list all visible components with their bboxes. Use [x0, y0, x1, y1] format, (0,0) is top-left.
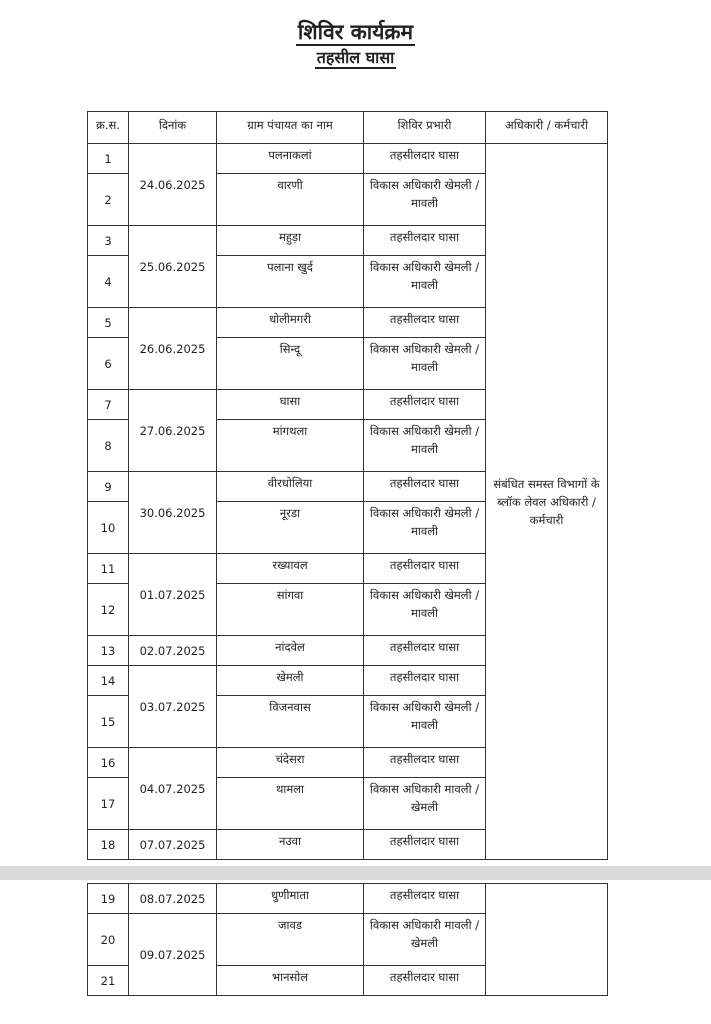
camp-schedule-table-continued: [87, 883, 608, 996]
date-cell: 27.06.2025: [129, 390, 217, 472]
header-officials: अधिकारी / कर्मचारी: [486, 112, 608, 144]
incharge-cell: तहसीलदार घासा: [364, 636, 486, 666]
serial-cell: 13: [88, 636, 129, 666]
serial-cell: 8: [88, 420, 129, 472]
date-cell: 01.07.2025: [129, 554, 217, 636]
serial-cell: 1: [88, 144, 129, 174]
incharge-cell: तहसीलदार घासा: [364, 472, 486, 502]
serial-cell: 17: [88, 778, 129, 830]
table-header-row: [88, 112, 608, 144]
date-cell: 09.07.2025: [129, 914, 217, 996]
header-incharge: शिविर प्रभारी: [364, 112, 486, 144]
village-cell: सांगवा: [217, 584, 364, 636]
village-cell: खेमली: [217, 666, 364, 696]
date-cell: 24.06.2025: [129, 144, 217, 226]
incharge-cell: तहसीलदार घासा: [364, 390, 486, 420]
incharge-cell: तहसीलदार घासा: [364, 830, 486, 860]
village-cell: वीरधोलिया: [217, 472, 364, 502]
incharge-cell: विकास अधिकारी खेमली / मावली: [364, 502, 486, 554]
serial-cell: 18: [88, 830, 129, 860]
incharge-cell: तहसीलदार घासा: [364, 884, 486, 914]
village-cell: वारणी: [217, 174, 364, 226]
officials-cell: संबंधित समस्त विभागों के ब्लॉक लेवल अधिकारी / कर्मचारी: [486, 144, 608, 860]
serial-cell: 14: [88, 666, 129, 696]
village-cell: सिन्दू: [217, 338, 364, 390]
incharge-cell: विकास अधिकारी मावली / खेमली: [364, 778, 486, 830]
incharge-cell: तहसीलदार घासा: [364, 748, 486, 778]
village-cell: पलाना खुर्द: [217, 256, 364, 308]
officials-cell: [486, 884, 608, 996]
serial-cell: 12: [88, 584, 129, 636]
incharge-cell: तहसीलदार घासा: [364, 666, 486, 696]
serial-cell: 10: [88, 502, 129, 554]
village-cell: मांगथला: [217, 420, 364, 472]
date-cell: 25.06.2025: [129, 226, 217, 308]
serial-cell: 19: [88, 884, 129, 914]
date-cell: 03.07.2025: [129, 666, 217, 748]
table-row: [88, 144, 608, 174]
village-cell: नउवा: [217, 830, 364, 860]
incharge-cell: विकास अधिकारी मावली / खेमली: [364, 914, 486, 966]
incharge-cell: विकास अधिकारी खेमली / मावली: [364, 338, 486, 390]
document-page-2: [0, 880, 711, 1024]
village-cell: नूरडा: [217, 502, 364, 554]
header-village: ग्राम पंचायत का नाम: [217, 112, 364, 144]
serial-cell: 16: [88, 748, 129, 778]
serial-cell: 5: [88, 308, 129, 338]
village-cell: महुड़ा: [217, 226, 364, 256]
serial-cell: 11: [88, 554, 129, 584]
village-cell: घासा: [217, 390, 364, 420]
serial-cell: 7: [88, 390, 129, 420]
header-serial: क्र.स.: [88, 112, 129, 144]
incharge-cell: विकास अधिकारी खेमली / मावली: [364, 584, 486, 636]
village-cell: पलनाकलां: [217, 144, 364, 174]
serial-cell: 15: [88, 696, 129, 748]
incharge-cell: तहसीलदार घासा: [364, 308, 486, 338]
table-row: [88, 884, 608, 914]
date-cell: 04.07.2025: [129, 748, 217, 830]
village-cell: विजनवास: [217, 696, 364, 748]
document-subtitle: तहसील घासा: [316, 48, 395, 67]
header-date: दिनांक: [129, 112, 217, 144]
serial-cell: 6: [88, 338, 129, 390]
village-cell: धुणीमाता: [217, 884, 364, 914]
incharge-cell: विकास अधिकारी खेमली / मावली: [364, 256, 486, 308]
incharge-cell: विकास अधिकारी खेमली / मावली: [364, 420, 486, 472]
serial-cell: 3: [88, 226, 129, 256]
incharge-cell: विकास अधिकारी खेमली / मावली: [364, 174, 486, 226]
incharge-cell: विकास अधिकारी खेमली / मावली: [364, 696, 486, 748]
serial-cell: 2: [88, 174, 129, 226]
village-cell: धोलीमगरी: [217, 308, 364, 338]
village-cell: थामला: [217, 778, 364, 830]
village-cell: नांदवेल: [217, 636, 364, 666]
serial-cell: 20: [88, 914, 129, 966]
incharge-cell: तहसीलदार घासा: [364, 554, 486, 584]
incharge-cell: तहसीलदार घासा: [364, 144, 486, 174]
incharge-cell: तहसीलदार घासा: [364, 226, 486, 256]
date-cell: 02.07.2025: [129, 636, 217, 666]
serial-cell: 21: [88, 966, 129, 996]
page-separator: [0, 866, 711, 880]
date-cell: 08.07.2025: [129, 884, 217, 914]
village-cell: जावड: [217, 914, 364, 966]
serial-cell: 4: [88, 256, 129, 308]
date-cell: 30.06.2025: [129, 472, 217, 554]
village-cell: भानसोल: [217, 966, 364, 996]
village-cell: रख्यावल: [217, 554, 364, 584]
incharge-cell: तहसीलदार घासा: [364, 966, 486, 996]
camp-schedule-table: [87, 111, 608, 860]
document-title: शिविर कार्यक्रम: [297, 20, 414, 44]
date-cell: 26.06.2025: [129, 308, 217, 390]
date-cell: 07.07.2025: [129, 830, 217, 860]
village-cell: चंदेसरा: [217, 748, 364, 778]
serial-cell: 9: [88, 472, 129, 502]
